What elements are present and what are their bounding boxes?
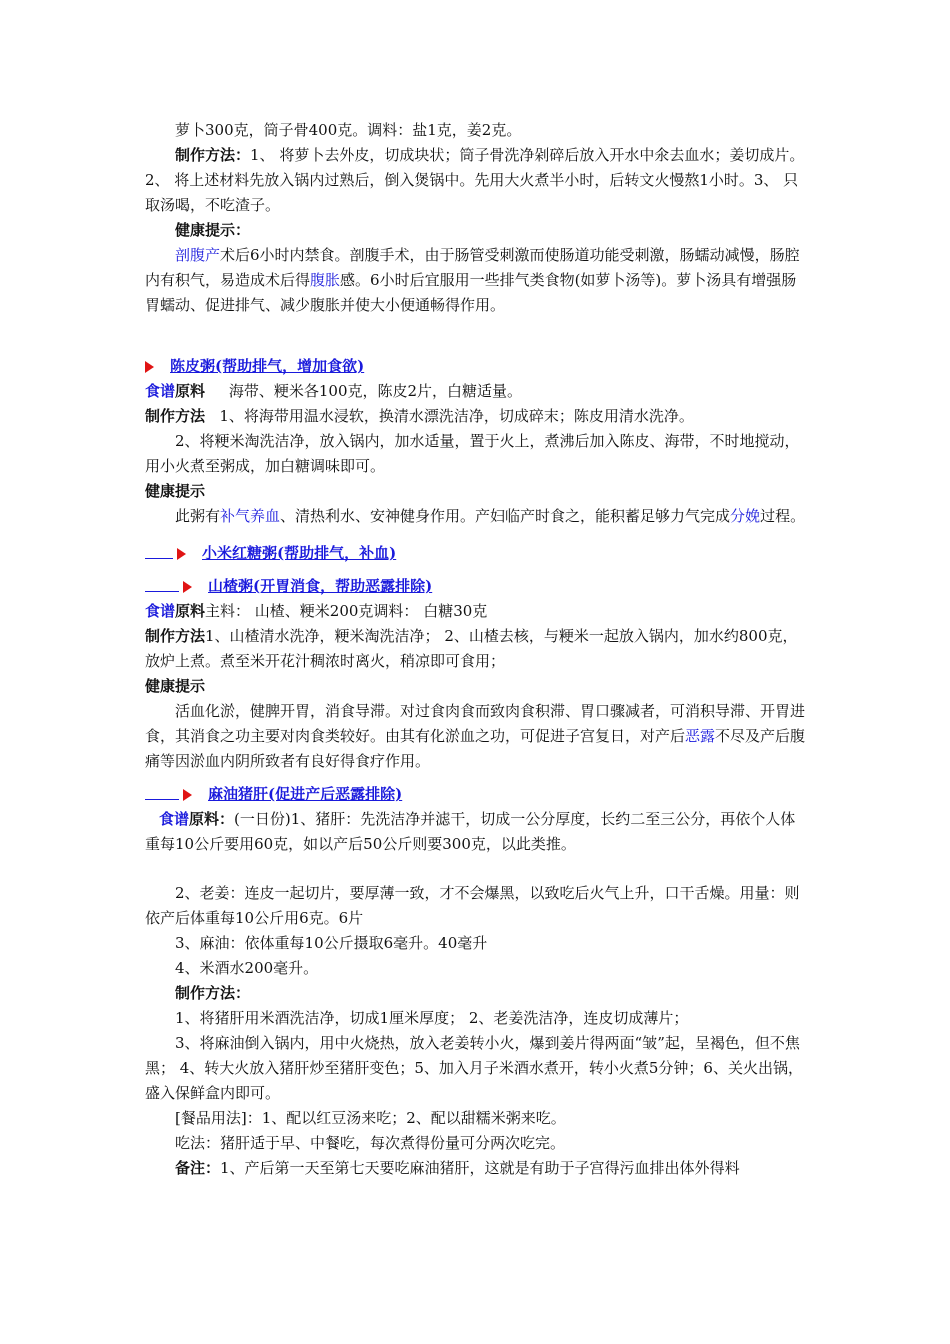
tip-text-c: 过程。	[760, 507, 806, 525]
tip-label: 健康提示：	[175, 221, 251, 239]
eating-line: 吃法：猪肝适于早、中餐吃，每次煮得份量可分两次吃完。	[175, 1134, 566, 1152]
tip-paragraph	[145, 504, 810, 529]
bullet-arrow-icon	[183, 789, 192, 801]
ingredients-line: 萝卜300克，筒子骨400克。调料：盐1克，姜2克。	[175, 121, 522, 139]
tip-text-b: 不尽及产后腹痛等因淤血内阴所致者有良好得食疗作用。	[145, 727, 806, 770]
method-text: 1、山楂清水洗净，粳米淘洗洁净； 2、山楂去核，与粳米一起放入锅内，加水约800克，放炉上煮。煮至米开花汁稠浓时离火，稍凉即可食用；	[145, 627, 798, 670]
section-title-hawthorn[interactable]: 山楂粥(开胃消食，帮助恶露排除)	[208, 577, 433, 595]
usage-line: [餐品用法]：1、配以红豆汤来吃；2、配以甜糯米粥来吃。	[175, 1109, 566, 1127]
tip-label: 健康提示	[145, 677, 206, 695]
recipe-label[interactable]: 食谱	[159, 810, 190, 828]
method-paragraph	[145, 404, 810, 429]
ingredients-text: 海带、粳米各100克，陈皮2片，白糖适量。	[228, 382, 523, 400]
ingredients-label: 原料：	[189, 810, 235, 828]
bullet-arrow-icon	[145, 361, 154, 373]
recipe-label[interactable]: 食谱	[145, 382, 176, 400]
tip-text-a: 此粥有	[175, 507, 221, 525]
ingredients-text: 主料： 山楂、粳米200克调料： 白糖30克	[205, 602, 488, 620]
ingredients-paragraph	[145, 807, 810, 857]
note-text: 1、产后第一天至第七天要吃麻油猪肝，这就是有助于子宫得污血排出体外得料	[220, 1159, 740, 1177]
leader-line	[145, 789, 179, 800]
ingredients-label: 原料	[175, 382, 206, 400]
tip-text-a: 活血化淤，健脾开胃，消食导滞。对过食肉食而致肉食积滞、胃口骤减者，可消积导滞、开胃进食，其消食之功主要对肉食类较好。由其有化淤血之功，可促进子宫复日，对产后	[145, 702, 806, 745]
section-heading-sesame-liver	[145, 782, 810, 807]
tip-paragraph	[145, 243, 810, 318]
ingredient-rice-wine: 4、米酒水200毫升。	[175, 959, 319, 977]
tip-text-b: 、清热利水、安神健身作用。产妇临产时食之，能积蓄足够力气完成	[280, 507, 731, 525]
tip-text-b: 感。6小时后宜服用一些排气类食物(如萝卜汤等)。萝卜汤具有增强肠胃蠕动、促进排气、减少腹胀并使大小便通畅得作用。	[145, 271, 797, 314]
link-bloating[interactable]: 腹胀	[310, 271, 341, 289]
ingredient-ginger: 2、老姜：连皮一起切片，要厚薄一致，才不会爆黑，以致吃后火气上升，口干舌燥。用量：则依产后体重每10公斤用6克。6片	[145, 884, 800, 927]
note-paragraph	[145, 1156, 810, 1181]
section-heading-millet	[145, 541, 810, 566]
bullet-arrow-icon	[183, 581, 192, 593]
method-label: 制作方法：	[175, 984, 251, 1002]
ingredients-paragraph	[145, 379, 810, 404]
section-title-millet[interactable]: 小米红糖粥(帮助排气，补血)	[202, 544, 397, 562]
link-cesarean[interactable]: 剖腹产	[175, 246, 221, 264]
method-paragraph	[145, 624, 810, 674]
link-nourish-blood[interactable]: 补气养血	[220, 507, 281, 525]
method-label: 制作方法	[145, 627, 206, 645]
method-label: 制作方法	[145, 407, 206, 425]
method-paragraph	[145, 143, 810, 218]
bullet-arrow-icon	[177, 548, 186, 560]
tip-label: 健康提示	[145, 482, 206, 500]
document-page	[145, 118, 810, 1181]
link-lochia[interactable]: 恶露	[685, 727, 716, 745]
method-step-2: 2、将粳米淘洗洁净，放入锅内，加水适量，置于火上，煮沸后加入陈皮、海带，不时地搅动，用小火煮至粥成，加白糖调味即可。	[145, 432, 800, 475]
ingredients-paragraph	[145, 599, 810, 624]
method-step-1: 1、将猪肝用米酒洗洁净，切成1厘米厚度； 2、老姜洗洁净，连皮切成薄片；	[175, 1009, 689, 1027]
recipe-label[interactable]: 食谱	[145, 602, 176, 620]
note-label: 备注：	[175, 1159, 221, 1177]
section-heading-chenpi	[145, 354, 810, 379]
method-text: 1、 将萝卜去外皮，切成块状；筒子骨洗净剁碎后放入开水中氽去血水；姜切成片。2、 将上述材料先放入锅内过熟后，倒入煲锅中。先用大火煮半小时，后转文火慢熬1小时。3、 只取汤喝，不吃渣子。	[145, 146, 805, 214]
ingredients-label: 原料	[175, 602, 206, 620]
ingredients-text: (一日份)1、猪肝：先洗洁净并滤干，切成一公分厚度，长约二至三公分，再依个人体重每10公斤要用60克，如以产后50公斤则要300克，以此类推。	[145, 810, 796, 853]
section-heading-hawthorn	[145, 574, 810, 599]
method-label: 制作方法：	[175, 146, 251, 164]
section-title-chenpi[interactable]: 陈皮粥(帮助排气，增加食欲)	[170, 357, 365, 375]
ingredient-sesame-oil: 3、麻油：依体重每10公斤摄取6毫升。40毫升	[175, 934, 488, 952]
method-step-1: 1、将海带用温水浸软，换清水漂洗洁净，切成碎末；陈皮用清水洗净。	[219, 407, 694, 425]
method-step-3: 3、将麻油倒入锅内，用中火烧热，放入老姜转小火，爆到姜片得两面“皱”起，呈褐色，但不焦黑； 4、转大火放入猪肝炒至猪肝变色；5、加入月子米酒水煮开，转小火煮5分钟；6、关火出锅，盛入保鲜盒内即可。	[145, 1034, 803, 1102]
tip-text-a: 术后6小时内禁食。剖腹手术，由于肠管受刺激而使肠道功能受刺激，肠蠕动减慢，肠腔内有积气，易造成术后得	[145, 246, 800, 289]
leader-line	[145, 581, 179, 592]
section-title-sesame-liver[interactable]: 麻油猪肝(促进产后恶露排除)	[208, 785, 403, 803]
link-childbirth[interactable]: 分娩	[730, 507, 761, 525]
leader-line	[145, 548, 173, 559]
tip-paragraph	[145, 699, 810, 774]
